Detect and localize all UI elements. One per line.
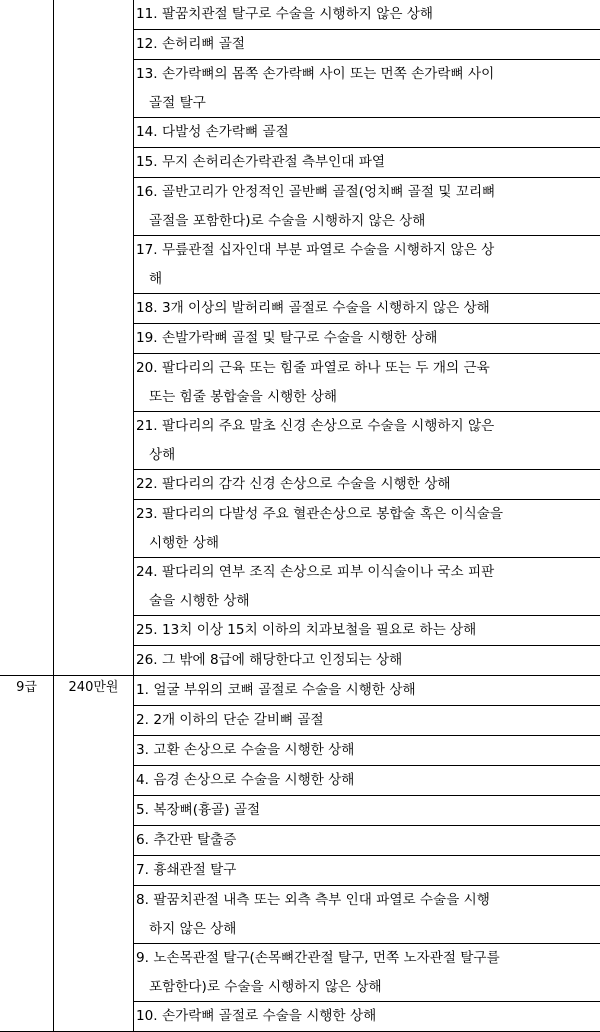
item-number: 22. (136, 476, 158, 492)
list-item-line (136, 886, 598, 915)
item-text: 다발성 손가락뼈 골절 (162, 124, 289, 140)
list-item (134, 646, 600, 675)
item-number: 8. (136, 892, 149, 908)
list-item (134, 616, 600, 646)
list-item (134, 706, 600, 736)
list-item (134, 766, 600, 796)
item-number: 24. (136, 564, 158, 580)
item-text: 추간판 탈출증 (153, 832, 236, 848)
item-number: 12. (136, 36, 158, 52)
list-item (134, 736, 600, 766)
item-number: 11. (136, 6, 158, 22)
item-text: 복장뼈(흉골) 골절 (153, 802, 260, 818)
item-number: 4. (136, 772, 149, 788)
list-item-line (136, 796, 598, 825)
item-number: 14. (136, 124, 158, 140)
item-text: 팔다리의 연부 조직 손상으로 피부 이식술이나 국소 피판 (162, 564, 494, 580)
item-text-continuation: 골절을 포함한다)로 수술을 시행하지 않은 상해 (136, 207, 598, 236)
item-text: 팔다리의 근육 또는 힘줄 파열로 하나 또는 두 개의 근육 (162, 360, 490, 376)
list-item (134, 118, 600, 148)
item-text: 골반고리가 안정적인 골반뼈 골절(엉치뼈 골절 및 꼬리뼈 (162, 184, 495, 200)
item-text: 그 밖에 8급에 해당한다고 인정되는 상해 (162, 652, 402, 668)
list-item-line (136, 324, 598, 353)
list-item (134, 1002, 600, 1031)
list-item (134, 470, 600, 500)
item-number: 5. (136, 802, 149, 818)
list-item-line (136, 470, 598, 499)
item-number: 10. (136, 1008, 158, 1024)
injury-list (134, 676, 600, 1031)
list-item (134, 944, 600, 1002)
item-number: 2. (136, 712, 149, 728)
item-text-continuation: 포함한다)로 수술을 시행하지 않은 상해 (136, 973, 598, 1002)
list-item (134, 178, 600, 236)
item-text: 손가락뼈 골절로 수술을 시행한 상해 (162, 1008, 376, 1024)
item-text-continuation: 골절 탈구 (136, 89, 598, 118)
list-item (134, 826, 600, 856)
item-text: 얼굴 부위의 코뼈 골절로 수술을 시행한 상해 (153, 682, 415, 698)
list-item (134, 324, 600, 354)
list-item (134, 412, 600, 470)
item-number: 7. (136, 862, 149, 878)
list-item-line (136, 706, 598, 735)
item-number: 6. (136, 832, 149, 848)
list-item-line (136, 118, 598, 147)
list-item-line (136, 736, 598, 765)
item-number: 16. (136, 184, 158, 200)
item-number: 9. (136, 950, 149, 966)
item-number: 1. (136, 682, 149, 698)
list-item-line (136, 676, 598, 705)
item-number: 23. (136, 506, 158, 522)
item-text-continuation: 해 (136, 265, 598, 294)
grade-cell (0, 0, 54, 676)
list-item (134, 500, 600, 558)
list-item (134, 148, 600, 178)
list-item-line (136, 294, 598, 323)
list-item-line (136, 646, 598, 675)
item-text-continuation: 술을 시행한 상해 (136, 587, 598, 616)
list-item-line (136, 148, 598, 177)
item-text: 무지 손허리손가락관절 측부인대 파열 (162, 154, 385, 170)
item-text: 손가락뼈의 몸쪽 손가락뼈 사이 또는 먼쪽 손가락뼈 사이 (162, 66, 494, 82)
list-item (134, 354, 600, 412)
list-item-line (136, 558, 598, 587)
item-number: 26. (136, 652, 158, 668)
item-number: 15. (136, 154, 158, 170)
item-number: 13. (136, 66, 158, 82)
item-text-continuation: 상해 (136, 441, 598, 470)
list-item (134, 558, 600, 616)
list-item-line (136, 412, 598, 441)
item-text: 손허리뼈 골절 (162, 36, 245, 52)
list-item-line (136, 500, 598, 529)
table-row-grade-9 (0, 676, 600, 1032)
item-number: 21. (136, 418, 158, 434)
item-number: 20. (136, 360, 158, 376)
list-item-line (136, 354, 598, 383)
list-item-line (136, 178, 598, 207)
item-text-continuation: 하지 않은 상해 (136, 915, 598, 944)
item-number: 17. (136, 242, 158, 258)
grade-cell: 9급 (0, 676, 54, 1032)
list-item-line (136, 30, 598, 59)
injury-list (134, 0, 600, 675)
item-number: 19. (136, 330, 158, 346)
list-item (134, 856, 600, 886)
list-item (134, 60, 600, 118)
list-item (134, 0, 600, 30)
item-text: 팔꿈치관절 내측 또는 외측 측부 인대 파열로 수술을 시행 (153, 892, 490, 908)
item-text: 음경 손상으로 수술을 시행한 상해 (153, 772, 354, 788)
list-item-line (136, 616, 598, 645)
amount-cell: 240만원 (54, 676, 134, 1032)
item-text: 2개 이하의 단순 갈비뼈 골절 (153, 712, 323, 728)
item-text: 팔꿈치관절 탈구로 수술을 시행하지 않은 상해 (162, 6, 433, 22)
list-item (134, 796, 600, 826)
injury-list-cell (134, 676, 600, 1032)
item-number: 18. (136, 300, 158, 316)
list-item-line (136, 60, 598, 89)
item-text: 3개 이상의 발허리뼈 골절로 수술을 시행하지 않은 상해 (162, 300, 490, 316)
list-item-line (136, 856, 598, 885)
item-text: 팔다리의 주요 말초 신경 손상으로 수술을 시행하지 않은 (162, 418, 494, 434)
item-text: 고환 손상으로 수술을 시행한 상해 (153, 742, 354, 758)
injury-list-cell (134, 0, 600, 676)
item-text: 13치 이상 15치 이하의 치과보철을 필요로 하는 상해 (162, 622, 476, 638)
amount-cell (54, 0, 134, 676)
list-item-line (136, 944, 598, 973)
item-text-continuation: 또는 힘줄 봉합술을 시행한 상해 (136, 383, 598, 412)
list-item (134, 30, 600, 60)
list-item (134, 886, 600, 944)
list-item (134, 294, 600, 324)
item-text-continuation: 시행한 상해 (136, 529, 598, 558)
list-item-line (136, 0, 598, 29)
item-text: 팔다리의 감각 신경 손상으로 수술을 시행한 상해 (162, 476, 451, 492)
item-number: 25. (136, 622, 158, 638)
item-text: 팔다리의 다발성 주요 혈관손상으로 봉합술 혹은 이식술을 (162, 506, 503, 522)
item-text: 흉쇄관절 탈구 (153, 862, 236, 878)
item-number: 3. (136, 742, 149, 758)
list-item-line (136, 826, 598, 855)
list-item (134, 676, 600, 706)
list-item (134, 236, 600, 294)
list-item-line (136, 766, 598, 795)
list-item-line (136, 1002, 598, 1031)
item-text: 무릎관절 십자인대 부분 파열로 수술을 시행하지 않은 상 (162, 242, 494, 258)
item-text: 손발가락뼈 골절 및 탈구로 수술을 시행한 상해 (162, 330, 437, 346)
item-text: 노손목관절 탈구(손목뼈간관절 탈구, 먼쪽 노자관절 탈구를 (153, 950, 499, 966)
list-item-line (136, 236, 598, 265)
